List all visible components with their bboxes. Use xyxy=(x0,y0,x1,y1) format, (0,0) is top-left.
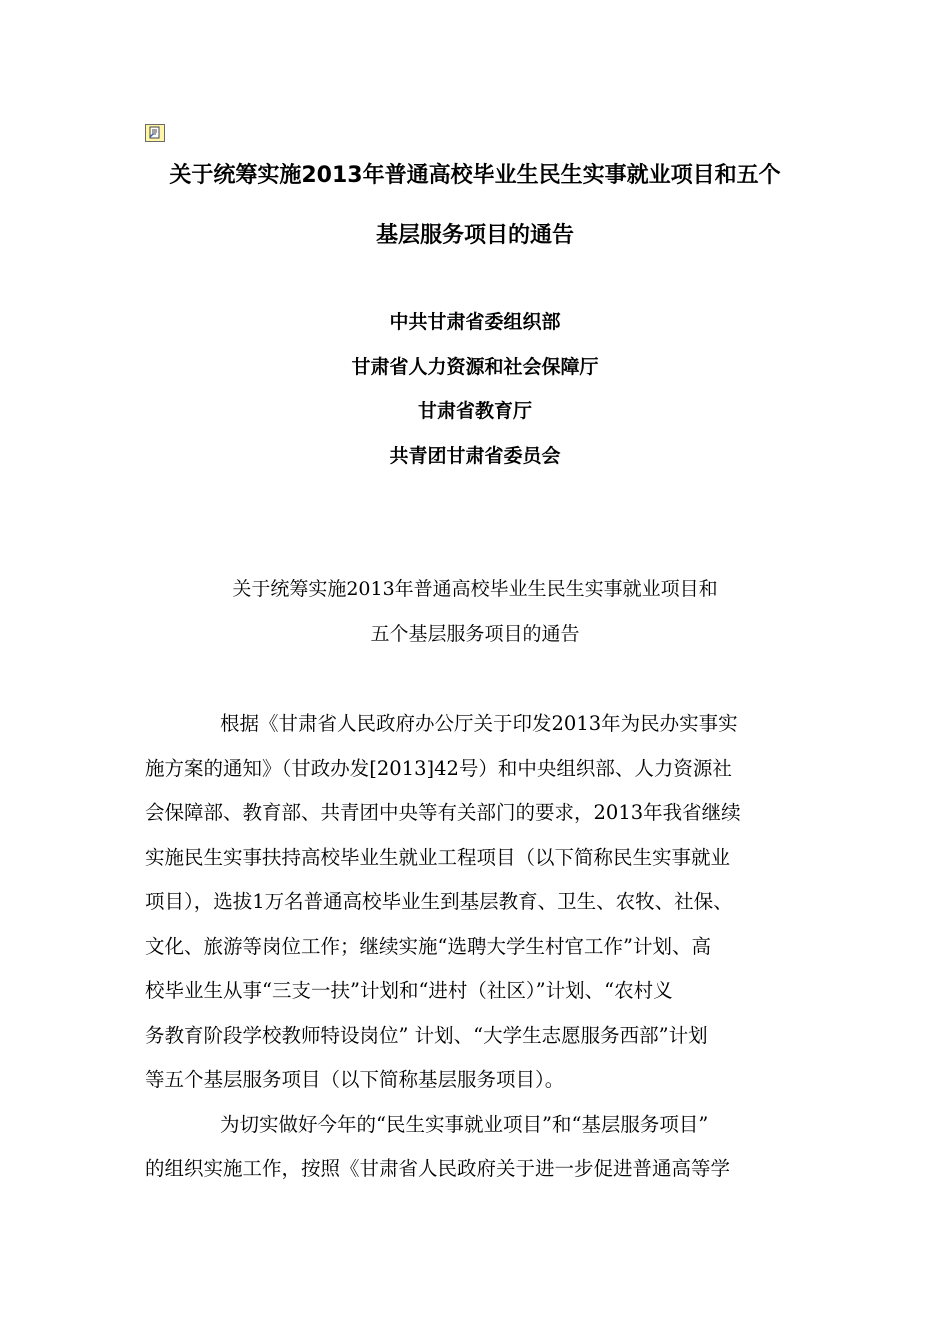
body-text-line: 会保障部、教育部、共青团中央等有关部门的要求，2013年我省继续 xyxy=(145,801,741,824)
body-text-line: 的组织实施工作，按照《甘肃省人民政府关于进一步促进普通高等学 xyxy=(145,1157,731,1180)
document-title-line-2: 基层服务项目的通告 xyxy=(375,223,574,248)
body-text-line: 施方案的通知》（甘政办发[2013]42号）和中央组织部、人力资源社 xyxy=(145,757,732,780)
issuer-organization: 共青团甘肃省委员会 xyxy=(389,445,561,467)
body-text-line: 校毕业生从事“三支一扶”计划和“进村（社区）”计划、“农村义 xyxy=(145,979,673,1002)
notice-subtitle-line-2: 五个基层服务项目的通告 xyxy=(370,623,580,645)
body-text-line: 根据《甘肃省人民政府办公厅关于印发2013年为民办实事实 xyxy=(220,712,738,735)
issuer-organization: 中共甘肃省委组织部 xyxy=(389,311,561,333)
issuer-organization: 甘肃省人力资源和社会保障厅 xyxy=(351,356,599,378)
body-text-line: 等五个基层服务项目（以下简称基层服务项目）。 xyxy=(145,1068,565,1091)
body-text-line: 为切实做好今年的“民生实事就业项目”和“基层服务项目” xyxy=(220,1113,709,1136)
body-text-line: 项目），选拔1万名普通高校毕业生到基层教育、卫生、农牧、社保、 xyxy=(145,890,733,913)
issuer-organization: 甘肃省教育厅 xyxy=(417,400,532,422)
document-title-line-1: 关于统筹实施2013年普通高校毕业生民生实事就业项目和五个 xyxy=(169,163,781,188)
body-text-line: 文化、旅游等岗位工作；继续实施“选聘大学生村官工作”计划、高 xyxy=(145,935,711,958)
notice-subtitle-line-1: 关于统筹实施2013年普通高校毕业生民生实事就业项目和 xyxy=(232,578,718,600)
document-icon xyxy=(145,124,165,142)
body-text-line: 务教育阶段学校教师特设岗位” 计划、“大学生志愿服务西部”计划 xyxy=(145,1024,708,1047)
body-text-line: 实施民生实事扶持高校毕业生就业工程项目（以下简称民生实事就业 xyxy=(145,846,731,869)
